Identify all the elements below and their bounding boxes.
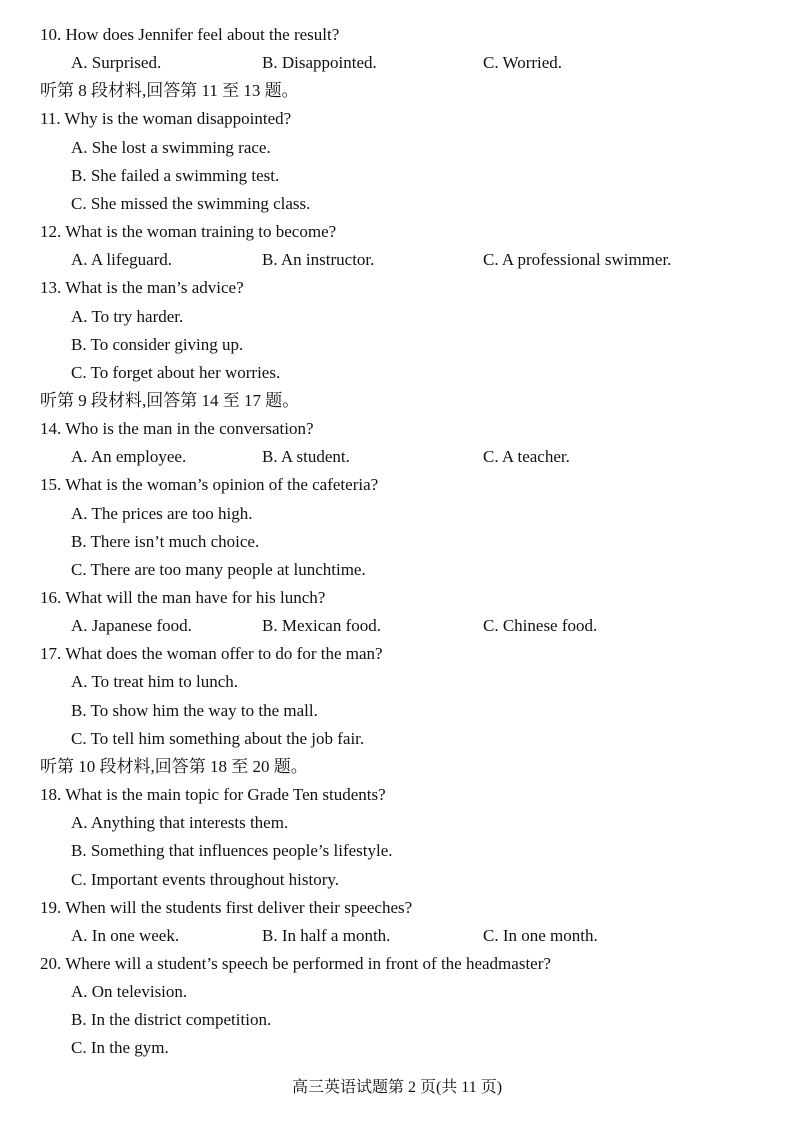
option-row [0,248,794,272]
option-row [0,614,794,638]
option-a: A. A lifeguard. [71,250,173,270]
option-text: C. In the gym. [71,1038,169,1058]
option-text: C. Important events throughout history. [71,869,340,889]
section-instruction: 听第 8 段材料,回答第 11 至 13 题。 [40,81,299,101]
question-text: 17. What does the woman offer to do for the man? [40,644,383,664]
question-text: 20. Where will a student’s speech be performed in front of the headmaster? [40,953,551,973]
option-text: A. She lost a swimming race. [71,137,271,157]
option-b: B. Mexican food. [262,616,381,636]
question-text: 15. What is the woman’s opinion of the cafeteria? [40,475,379,495]
section-instruction: 听第 9 段材料,回答第 14 至 17 题。 [40,390,300,410]
option-text: B. There isn’t much choice. [71,531,260,551]
option-a: A. Japanese food. [71,616,192,636]
option-text: A. Anything that interests them. [71,813,289,833]
option-b: B. An instructor. [262,250,375,270]
option-a: A. In one week. [71,925,180,945]
option-text: B. To consider giving up. [71,334,244,354]
option-a: A. Surprised. [71,53,162,73]
question-text: 18. What is the main topic for Grade Ten students? [40,785,386,805]
option-c: C. A teacher. [483,447,570,467]
section-instruction: 听第 10 段材料,回答第 18 至 20 题。 [40,756,308,776]
option-c: C. Chinese food. [483,616,598,636]
option-c: C. A professional swimmer. [483,250,672,270]
option-b: B. A student. [262,447,350,467]
question-text: 19. When will the students first deliver their speeches? [40,897,413,917]
question-text: 11. Why is the woman disappointed? [40,109,292,129]
option-text: B. To show him the way to the mall. [71,700,318,720]
option-text: C. She missed the swimming class. [71,193,311,213]
option-text: A. The prices are too high. [71,503,253,523]
question-text: 10. How does Jennifer feel about the result? [40,25,340,44]
option-c: C. Worried. [483,53,563,73]
option-text: A. To treat him to lunch. [71,672,239,692]
question-text: 13. What is the man’s advice? [40,278,244,298]
option-text: B. She failed a swimming test. [71,165,280,185]
option-text: B. Something that influences people’s lifestyle. [71,841,393,861]
option-b: B. Disappointed. [262,53,377,73]
option-text: A. On television. [71,982,188,1002]
option-c: C. In one month. [483,925,598,945]
page-footer: 高三英语试题第 2 页(共 11 页) [291,1079,503,1096]
option-row [0,445,794,469]
option-a: A. An employee. [71,447,187,467]
option-text: C. There are too many people at lunchtime. [71,559,366,579]
question-text: 12. What is the woman training to become? [40,222,337,242]
option-row [0,51,794,75]
option-b: B. In half a month. [262,925,391,945]
option-text: B. In the district competition. [71,1010,272,1030]
option-text: A. To try harder. [71,306,184,326]
question-text: 14. Who is the man in the conversation? [40,419,314,439]
question-text: 16. What will the man have for his lunch? [40,588,326,607]
option-text: C. To forget about her worries. [71,362,281,382]
option-row [0,924,794,948]
option-text: C. To tell him something about the job fair. [71,728,365,748]
